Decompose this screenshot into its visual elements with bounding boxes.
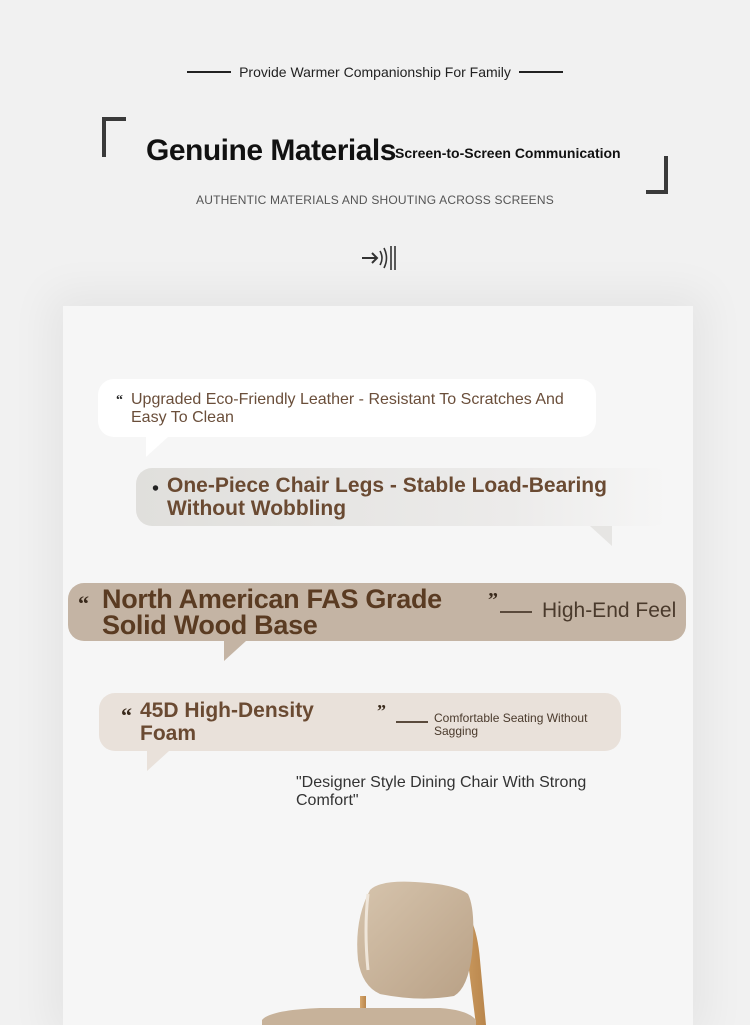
- side-dash: [396, 721, 428, 723]
- open-quote-icon: “: [121, 703, 132, 728]
- bubble-tail: [147, 751, 169, 771]
- bubble-tail: [590, 526, 612, 546]
- tagline-line-left: [187, 71, 231, 73]
- close-quote-icon: ”: [488, 589, 498, 611]
- feature-text: Upgraded Eco-Friendly Leather - Resistant To Scratches And Easy To Clean: [131, 391, 564, 426]
- close-quote-icon: ”: [377, 701, 386, 721]
- product-quote: "Designer Style Dining Chair With Strong Comfort": [296, 774, 587, 809]
- bracket-left-decoration: [102, 117, 126, 157]
- bubble-tail: [224, 641, 246, 661]
- feature-text: One-Piece Chair Legs - Stable Load-Bearing Without Wobbling: [167, 474, 607, 520]
- feature-bubble-foam: [99, 693, 621, 751]
- tagline-line-right: [519, 71, 563, 73]
- side-dash: [500, 611, 532, 613]
- page-subtitle: Screen-to-Screen Communication: [395, 145, 621, 161]
- feature-bubble-leather: [98, 379, 596, 437]
- quote-mark-icon: “: [116, 393, 123, 408]
- dining-chair-image: [240, 870, 520, 1025]
- bracket-right-decoration: [646, 156, 668, 194]
- feature-text: 45D High-Density Foam: [140, 699, 314, 745]
- arrow-sound-waves-icon: [356, 240, 402, 276]
- quote-mark-icon: •: [152, 478, 160, 500]
- feature-bubble-wood: [68, 583, 686, 641]
- feature-side-label: Comfortable Seating Without Sagging: [434, 711, 588, 738]
- bubble-tail: [146, 437, 168, 457]
- tagline-row: [0, 64, 750, 80]
- section-caption: AUTHENTIC MATERIALS AND SHOUTING ACROSS SCREENS: [196, 193, 554, 207]
- open-quote-icon: “: [78, 591, 89, 616]
- feature-text: North American FAS Grade Solid Wood Base: [102, 584, 442, 640]
- page-title: Genuine Materials: [146, 134, 396, 167]
- tagline: Provide Warmer Companionship For Family: [239, 64, 511, 80]
- feature-bubble-legs: [136, 468, 670, 526]
- feature-side-label: High-End Feel: [542, 599, 677, 622]
